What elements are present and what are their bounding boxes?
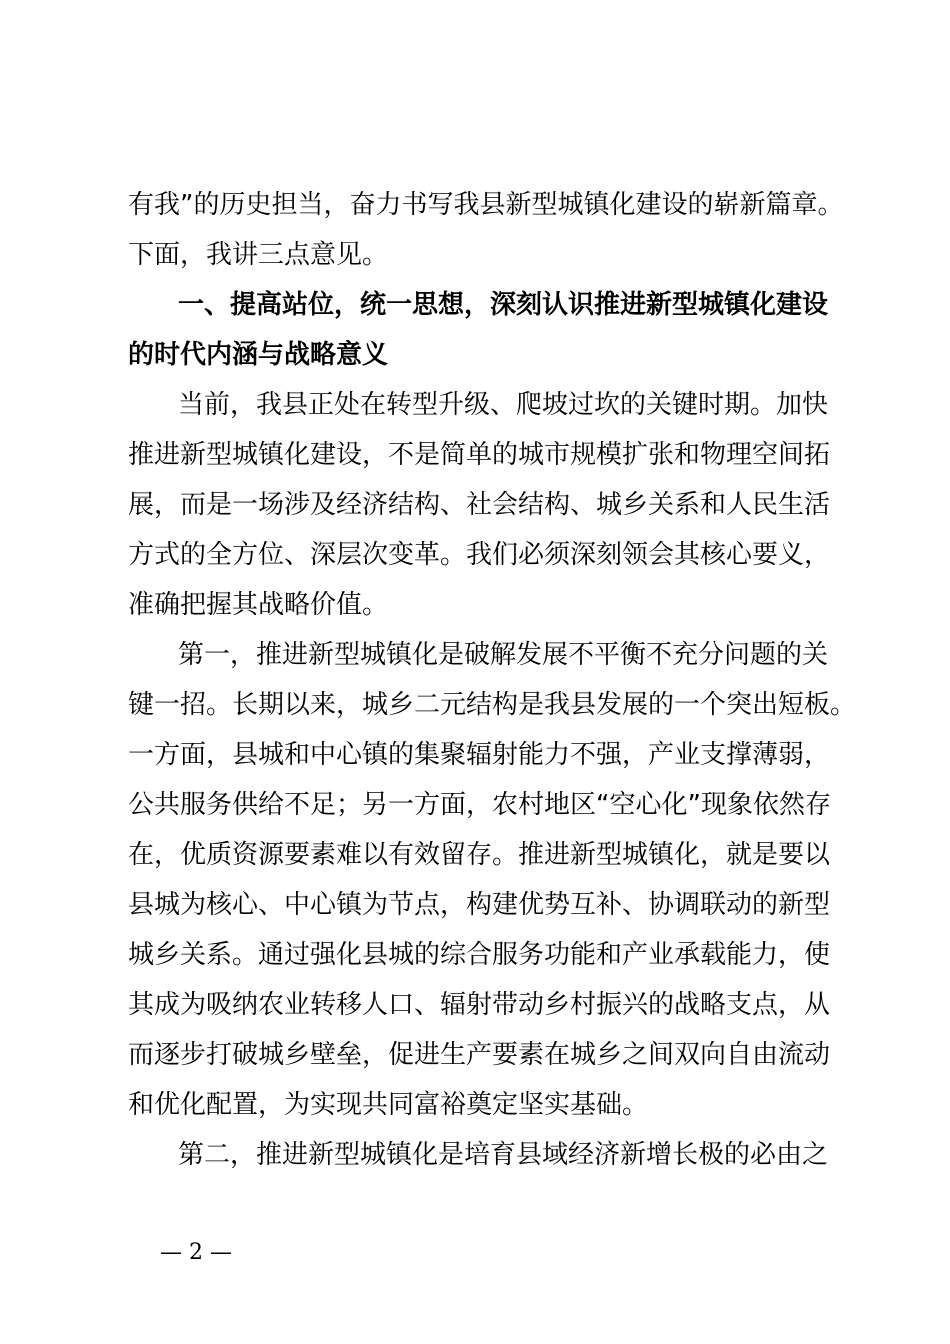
text-line-17: 其成为吸纳农业转移人口、辐射带动乡村振兴的战略支点，从 <box>128 990 831 1020</box>
page-number: — 2 — <box>160 1240 232 1265</box>
section-heading-line-2: 的时代内涵与战略意义 <box>128 340 389 370</box>
text-line-13: 公共服务供给不足；另一方面，农村地区“空心化”现象依然存 <box>128 790 831 820</box>
text-line-12: 一方面，县城和中心镇的集聚辐射能力不强，产业支撑薄弱， <box>128 740 831 770</box>
text-line-8: 方式的全方位、深层次变革。我们必须深刻领会其核心要义， <box>128 540 831 570</box>
text-line-10: 第一，推进新型城镇化是破解发展不平衡不充分问题的关 <box>178 640 829 670</box>
text-line-7: 展，而是一场涉及经济结构、社会结构、城乡关系和人民生活 <box>128 490 831 520</box>
text-line-20: 第二，推进新型城镇化是培育县域经济新增长极的必由之 <box>178 1140 829 1170</box>
text-line-19: 和优化配置，为实现共同富裕奠定坚实基础。 <box>128 1090 649 1120</box>
section-heading-line-1: 一、提高站位，统一思想，深刻认识推进新型城镇化建设 <box>178 290 829 320</box>
text-line-1: 有我”的历史担当，奋力书写我县新型城镇化建设的崭新篇章。 <box>128 190 844 220</box>
text-line-9: 准确把握其战略价值。 <box>128 590 389 620</box>
text-line-11: 键一招。长期以来，城乡二元结构是我县发展的一个突出短板。 <box>128 690 857 720</box>
text-line-14: 在，优质资源要素难以有效留存。推进新型城镇化，就是要以 <box>128 840 831 870</box>
text-line-16: 城乡关系。通过强化县城的综合服务功能和产业承载能力，使 <box>128 940 831 970</box>
text-line-15: 县城为核心、中心镇为节点，构建优势互补、协调联动的新型 <box>128 890 831 920</box>
text-line-5: 当前，我县正处在转型升级、爬坡过坎的关键时期。加快 <box>178 390 829 420</box>
text-line-2: 下面，我讲三点意见。 <box>128 240 389 270</box>
text-line-18: 而逐步打破城乡壁垒，促进生产要素在城乡之间双向自由流动 <box>128 1040 831 1070</box>
text-line-6: 推进新型城镇化建设，不是简单的城市规模扩张和物理空间拓 <box>128 440 831 470</box>
